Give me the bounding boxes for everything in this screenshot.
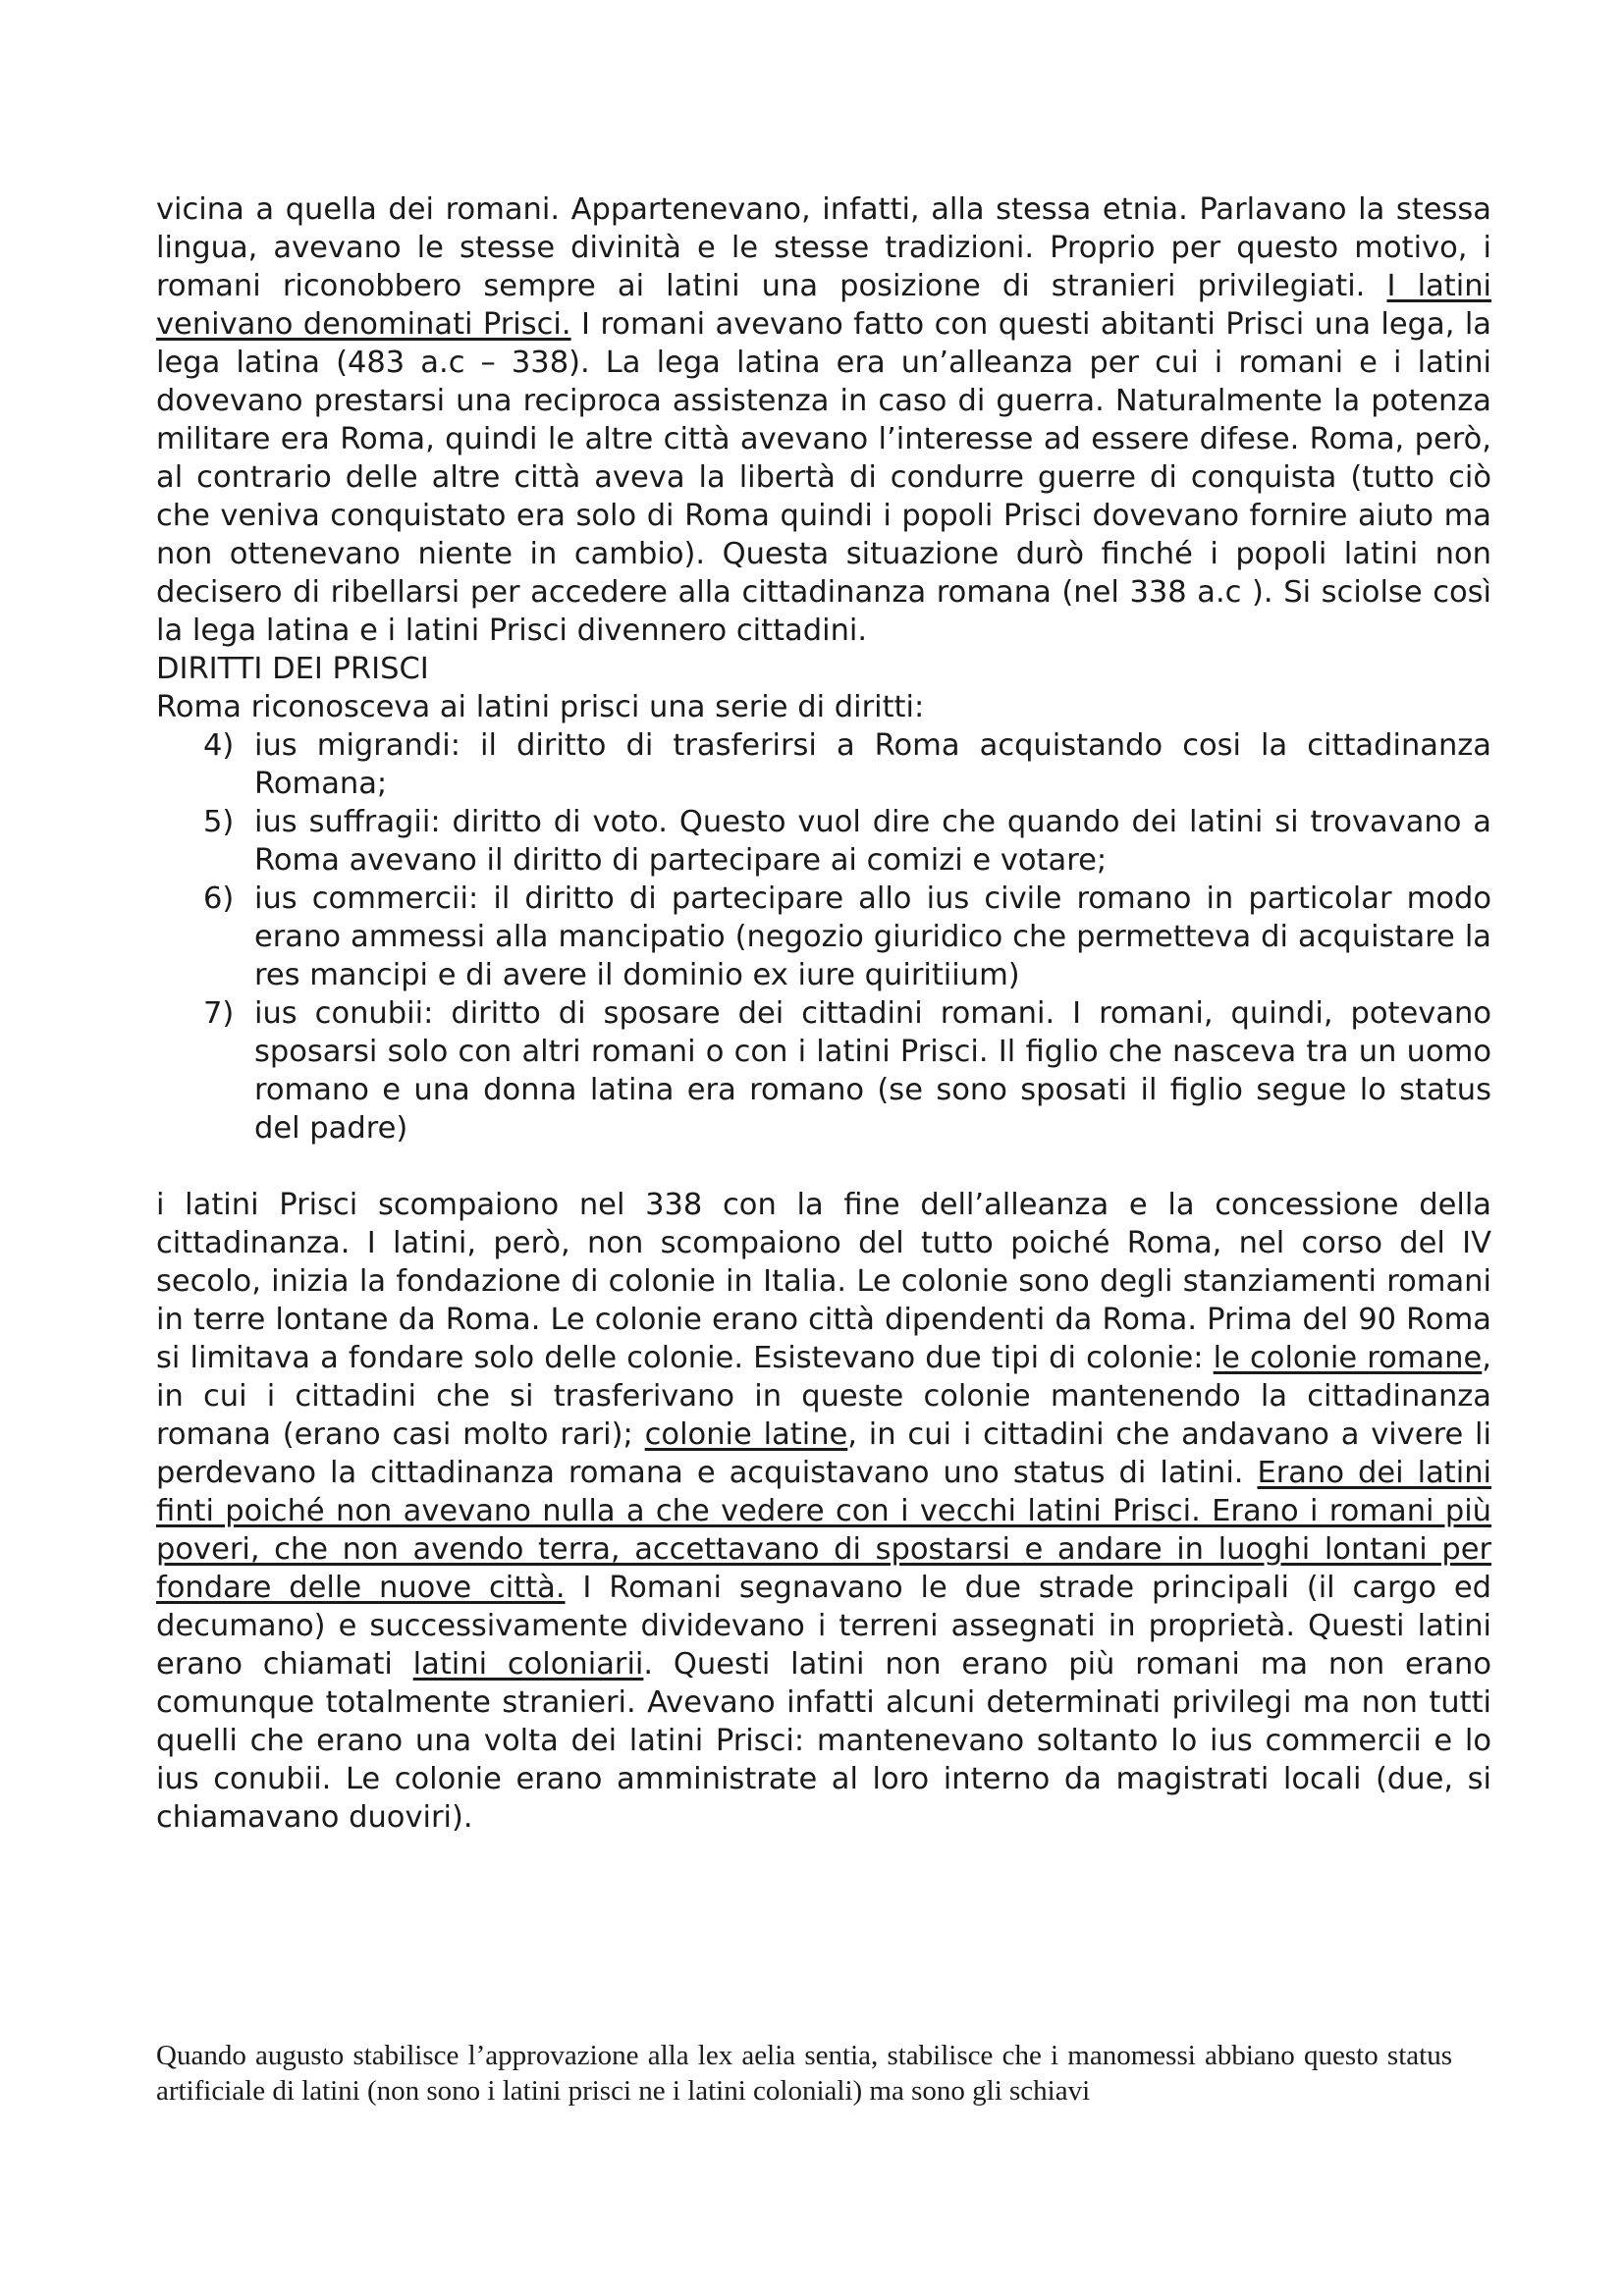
underlined-text: I latini venivano denominati Prisci. — [156, 269, 1491, 342]
list-number: 6) — [203, 881, 235, 916]
underlined-text: colonie latine — [644, 1417, 848, 1452]
text-run: vicina a quella dei romani. Appartenevano, infatti, alla stessa etnia. Parlavano la stessa lingua, avevano le stesse divinità e le stesse tradizioni. Proprio per questo motivo, i romani riconobbero sempre ai latini una posizione di stranieri privilegiati. — [156, 192, 1491, 303]
text-run: I Romani segnavano le due strade principali (il cargo ed decumano) e successivamente dividevano i terreni assegnati in proprietà. Questi latini erano chiamati — [156, 1571, 1491, 1682]
underlined-text: Erano dei latini finti poiché non avevano nulla a che vedere con i vecchi latini Prisci. Erano i romani più poveri, che non avendo terra, accettavano di spostarsi e andare in luoghi lontani per fondare delle nuove città. — [156, 1456, 1491, 1605]
paragraph-lex-aelia-sentia: Quando augusto stabilisce l’approvazione alla lex aelia sentia, stabilisce che i manomessi abbiano questo status artificiale di latini (non sono i latini prisci ne i latini coloniali) ma sono gli schiavi — [156, 2040, 1452, 2107]
list-number: 7) — [203, 996, 235, 1031]
underlined-text: le colonie romane — [1213, 1341, 1483, 1375]
text-run: I romani avevano fatto con questi abitanti Prisci una lega, la lega latina (483 a.c – 338). La lega latina era un’alleanza per cui i romani e i latini dovevano prestarsi una reciproca assistenza in caso di guerra. Naturalmente la potenza militare era Roma, quindi le altre città avevano l’interesse ad essere difese. Roma, però, al contrario delle altre città aveva la libertà di condurre guerre di conquista (tutto ciò che veniva conquistato era solo di Roma quindi i popoli Prisci dovevano fornire aiuto ma non ottenevano niente in cambio). Questa situazione durò finché i popoli latini non decisero di ribellarsi per accedere alla cittadinanza romana (nel 338 a.c ). Si sciolse così la lega latina e i latini Prisci divennero cittadini. — [156, 307, 1491, 648]
list-item-text: ius migrandi: il diritto di trasferirsi a Roma acquistando cosi la cittadinanza Romana; — [254, 728, 1491, 801]
rights-list — [156, 726, 1491, 1148]
paragraph-colonie — [156, 1186, 1491, 1837]
list-item-text: ius suffragii: diritto di voto. Questo vuol dire che quando dei latini si trovavano a Roma avevano il diritto di partecipare ai comizi e votare; — [254, 805, 1491, 878]
list-number: 5) — [203, 805, 235, 839]
text-run: , in cui i cittadini che si trasferivano in queste colonie mantenendo la cittadinanza romana (erano casi molto rari); — [156, 1341, 1491, 1452]
section-heading: DIRITTI DEI PRISCI — [156, 652, 429, 686]
list-item — [203, 994, 1491, 1148]
list-item-text: ius commercii: il diritto di partecipare allo ius civile romano in particolar modo erano ammessi alla mancipatio (negozio giuridico che permetteva di acquistare la res mancipi e di avere il dominio ex iure quiritiium) — [254, 881, 1491, 992]
list-item — [203, 726, 1491, 803]
list-number: 4) — [203, 728, 235, 763]
list-item — [203, 803, 1491, 880]
list-item — [203, 880, 1491, 994]
document-page — [156, 190, 1491, 1837]
text-run: . Questi latini non erano più romani ma non erano comunque totalmente stranieri. Avevano infatti alcuni determinati privilegi ma non tutti quelli che erano una volta dei latini Prisci: mantenevano soltanto lo ius commercii e lo ius conubii. Le colonie erano amministrate al loro interno da magistrati locali (due, si chiamavano duoviri). — [156, 1647, 1491, 1835]
underlined-text: latini coloniarii — [412, 1647, 644, 1682]
paragraph-lega-latina — [156, 190, 1491, 650]
list-item-text: ius conubii: diritto di sposare dei cittadini romani. I romani, quindi, potevano sposarsi solo con altri romani o con i latini Prisci. Il figlio che nasceva tra un uomo romano e una donna latina era romano (se sono sposati il figlio segue lo status del padre) — [254, 996, 1491, 1146]
rights-intro: Roma riconosceva ai latini prisci una serie di diritti: — [156, 690, 925, 724]
text-run: i latini Prisci scompaiono nel 338 con la fine dell’alleanza e la concessione della cittadinanza. I latini, però, non scompaiono del tutto poiché Roma, nel corso del IV secolo, inizia la fondazione di colonie in Italia. Le colonie sono degli stanziamenti romani in terre lontane da Roma. Le colonie erano città dipendenti da Roma. Prima del 90 Roma si limitava a fondare solo delle colonie. Esistevano due tipi di colonie: — [156, 1188, 1491, 1375]
text-run: , in cui i cittadini che andavano a vivere li perdevano la cittadinanza romana e acquistavano uno status di latini. — [156, 1417, 1491, 1490]
